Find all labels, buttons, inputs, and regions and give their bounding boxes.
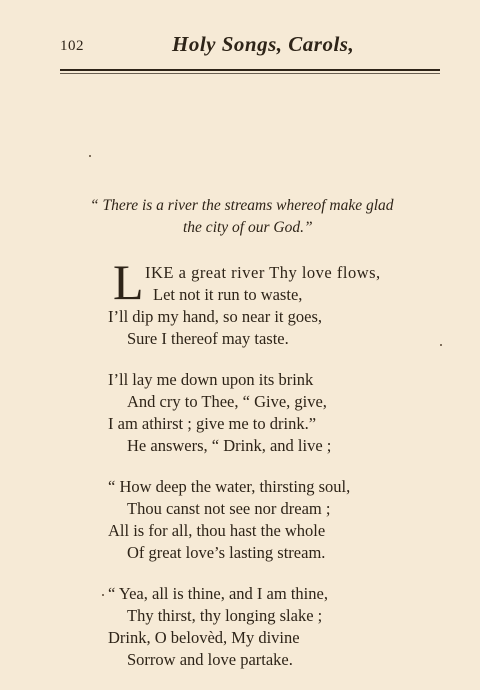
poem-line-12: Of great love’s lasting stream. <box>127 543 326 562</box>
running-title: Holy Songs, Carols, <box>172 32 355 56</box>
drop-cap: L <box>113 254 144 310</box>
poem-line-2: Let not it run to waste, <box>153 285 303 304</box>
poem-line-15: Drink, O belovèd, My divine <box>108 628 300 647</box>
poem-line-4: Sure I thereof may taste. <box>127 329 289 348</box>
poem-line-6: And cry to Thee, “ Give, give, <box>127 392 327 411</box>
ink-speck <box>102 594 104 596</box>
ink-speck <box>440 344 442 346</box>
poem-line-8: He answers, “ Drink, and live ; <box>127 436 332 455</box>
header-rule <box>60 69 440 71</box>
epigraph-line-1: “ There is a river the streams whereof make glad <box>90 197 394 214</box>
epigraph-line-2: the city of our God.” <box>183 219 313 236</box>
poem-line-1: IKE a great river Thy love flows, <box>145 263 381 282</box>
page-number: 102 <box>60 38 84 54</box>
poem-line-14: Thy thirst, thy longing slake ; <box>127 606 323 625</box>
poem-line-13: “ Yea, all is thine, and I am thine, <box>108 584 328 603</box>
poem-line-5: I’ll lay me down upon its brink <box>108 370 314 389</box>
poem-line-9: “ How deep the water, thirsting soul, <box>108 477 351 496</box>
poem-line-10: Thou canst not see nor dream ; <box>127 499 331 518</box>
poem-line-3: I’ll dip my hand, so near it goes, <box>108 307 323 326</box>
ink-speck <box>89 155 91 157</box>
poem-line-11: All is for all, thou hast the whole <box>108 521 326 540</box>
header-rule-thin <box>60 73 440 74</box>
poem-line-16: Sorrow and love partake. <box>127 650 293 669</box>
poem-line-7: I am athirst ; give me to drink.” <box>108 414 317 433</box>
